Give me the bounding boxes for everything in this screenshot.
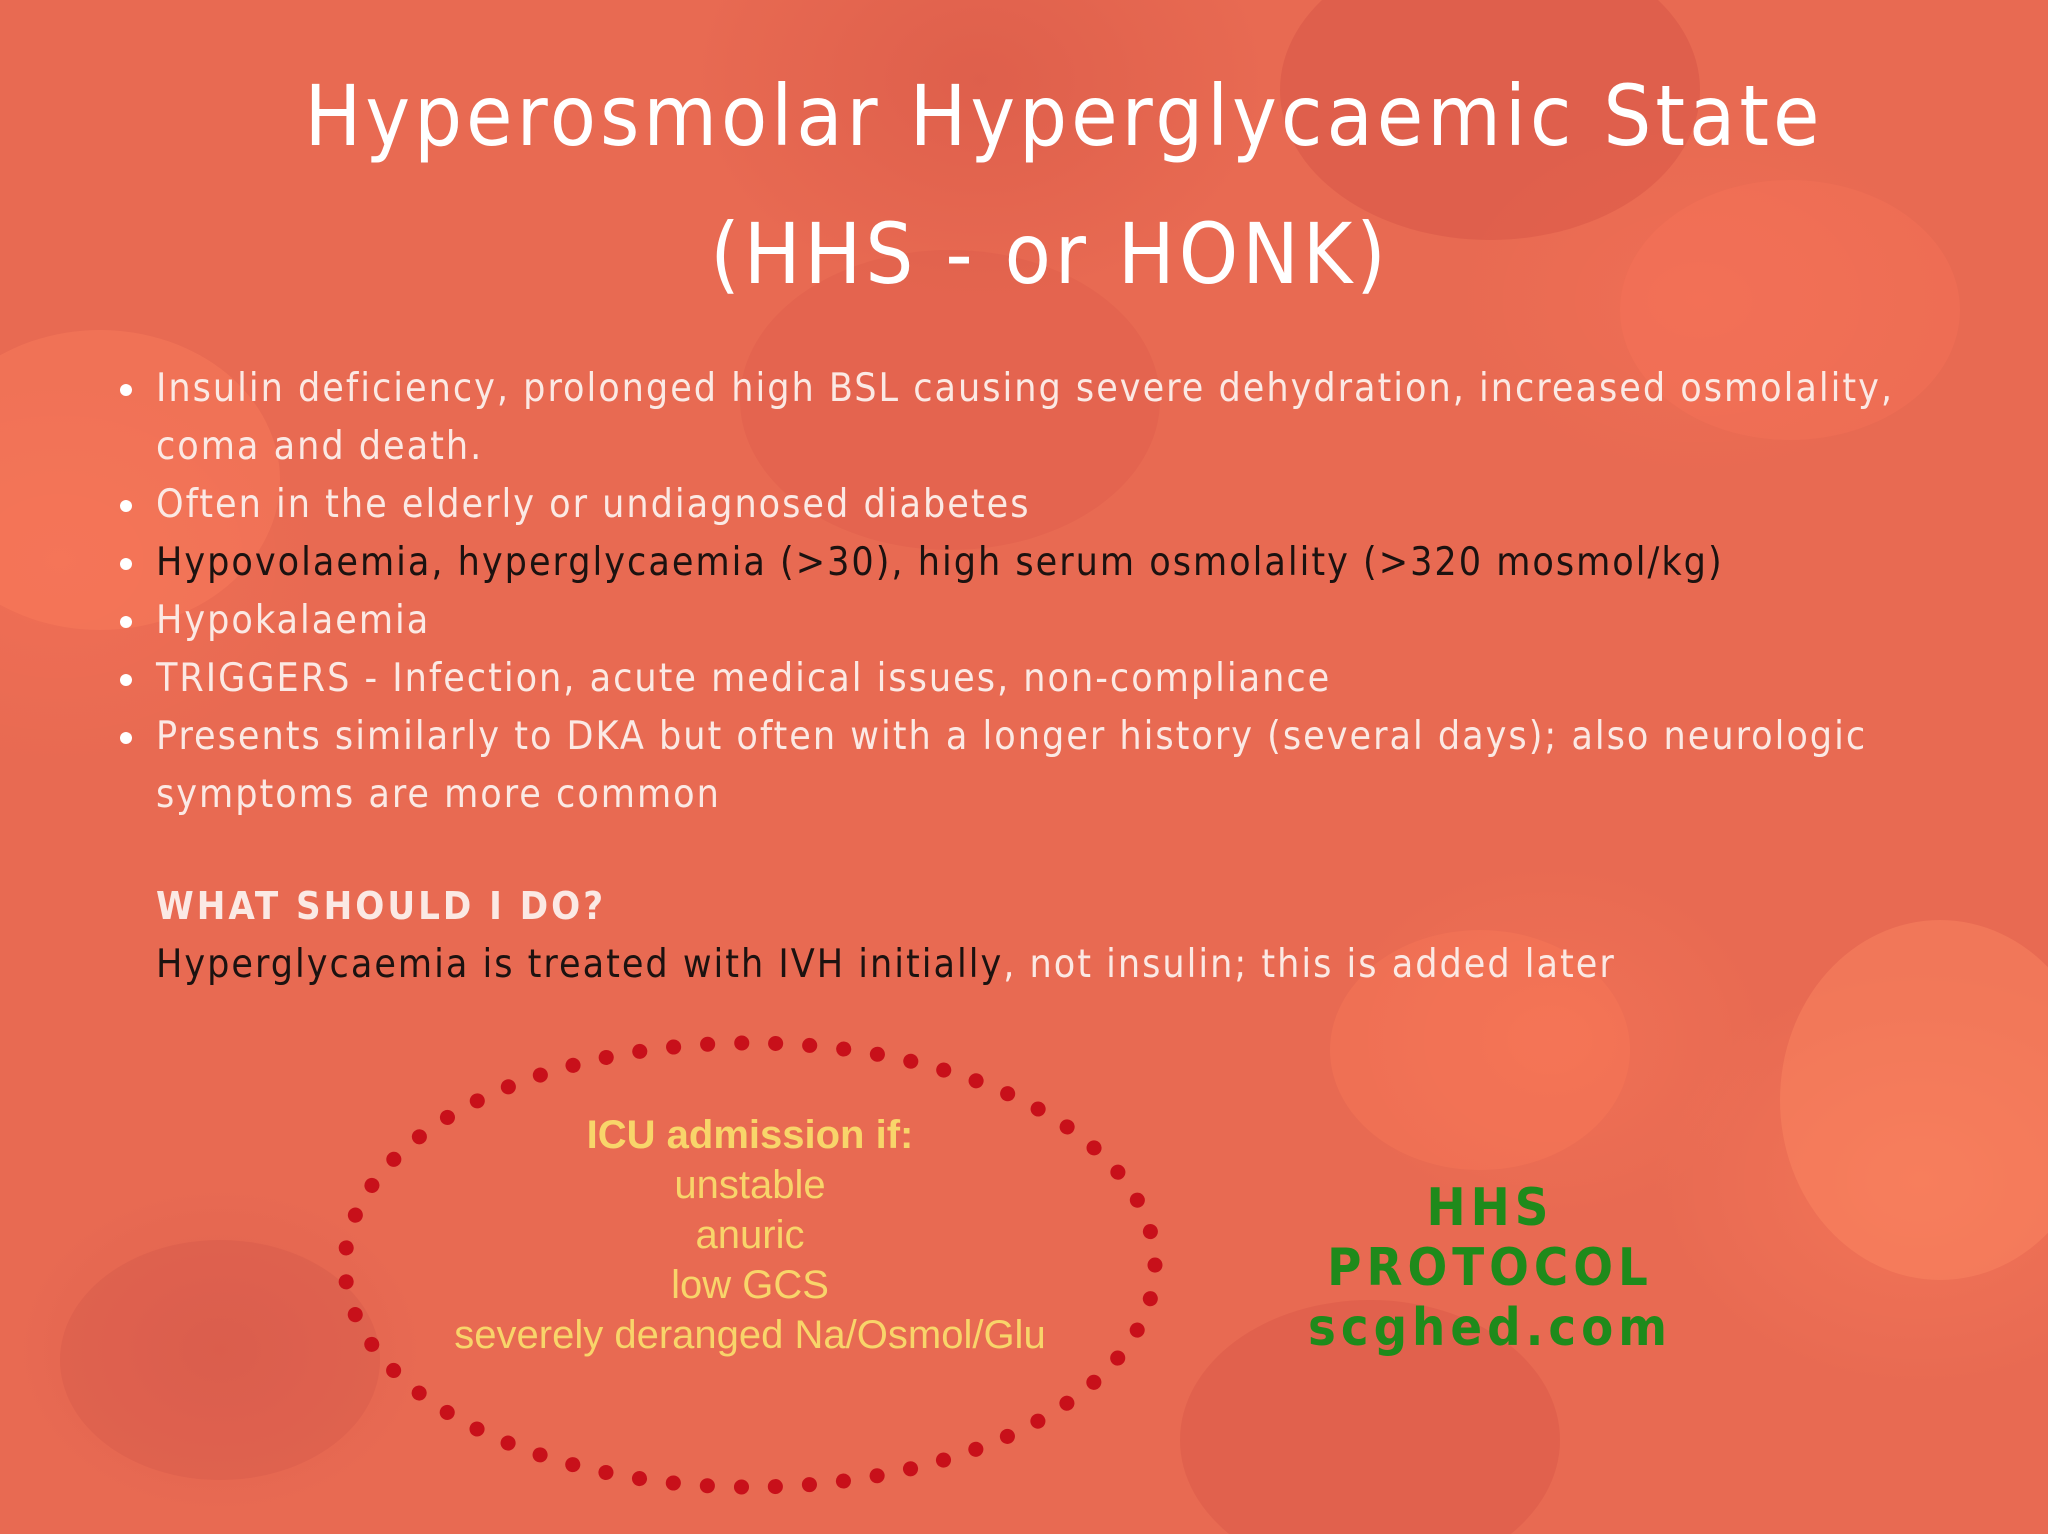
bullet-item: Hypokalaemia (120, 592, 2000, 650)
protocol-website: scghed.com (1307, 1298, 1672, 1358)
icu-criteria (400, 1110, 1100, 1360)
treatment-text-light: , not insulin; this is added later (1003, 942, 1616, 987)
treatment-text (156, 942, 1616, 987)
page-title-line1: Hyperosmolar Hyperglycaemic State (304, 67, 1824, 165)
background-blob (1780, 920, 2048, 1280)
bullet-item: Hypovolaemia, hyperglycaemia (>30), high serum osmolality (>320 mosmol/kg) (120, 534, 2000, 592)
icu-item: anuric (695, 1213, 805, 1257)
protocol-label (1260, 1178, 1720, 1358)
icu-item: low GCS (671, 1263, 829, 1307)
protocol-title: HHS PROTOCOL (1327, 1178, 1653, 1298)
bullet-item: Often in the elderly or undiagnosed diabetes (120, 476, 2000, 534)
icu-item: unstable (674, 1163, 826, 1207)
icu-title: ICU admission if: (586, 1113, 914, 1157)
bullet-list (120, 360, 2000, 824)
bullet-item: Insulin deficiency, prolonged high BSL causing severe dehydration, increased osmolality, coma and death. (120, 360, 2000, 476)
bullet-item: TRIGGERS - Infection, acute medical issues, non-compliance (120, 650, 2000, 708)
bullet-item: Presents similarly to DKA but often with a longer history (several days); also neurologic symptoms are more common (120, 708, 2000, 824)
what-to-do-heading: WHAT SHOULD I DO? (156, 884, 607, 928)
icu-item: severely deranged Na/Osmol/Glu (454, 1313, 1046, 1357)
treatment-text-dark: Hyperglycaemia is treated with IVH initially (156, 942, 1004, 987)
page-title-line2: (HHS - or HONK) (710, 205, 1390, 303)
